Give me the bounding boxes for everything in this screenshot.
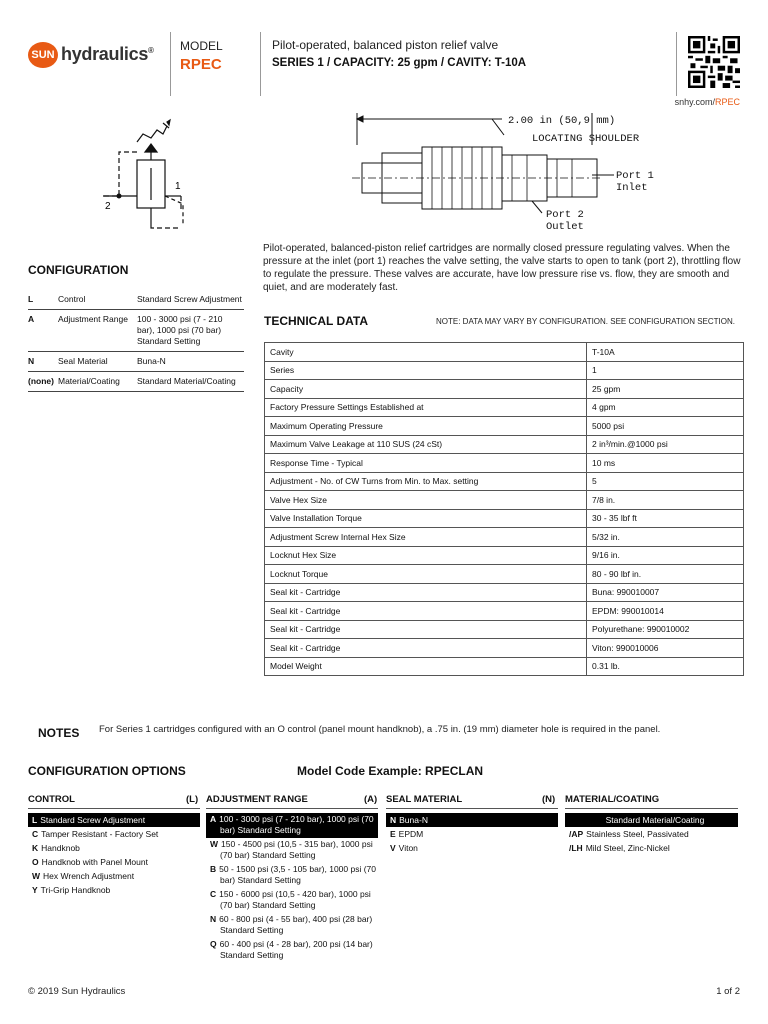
header-divider <box>170 32 171 96</box>
technical-value: EPDM: 990010014 <box>587 602 744 621</box>
table-row <box>265 583 744 602</box>
configuration-table <box>28 290 244 392</box>
technical-value: 4 gpm <box>587 398 744 417</box>
list-item[interactable] <box>386 813 558 827</box>
table-row <box>265 398 744 417</box>
cartridge-drawing <box>352 105 672 235</box>
table-row <box>265 565 744 584</box>
option-code: N <box>390 815 397 825</box>
list-item[interactable] <box>28 841 200 855</box>
option-text: Buna-N <box>399 815 428 825</box>
brand-logo <box>28 38 160 72</box>
option-text: 50 - 1500 psi (3,5 - 105 bar), 1000 psi (70 bar) Standard Setting <box>219 864 377 885</box>
configuration-title: CONFIGURATION <box>28 263 129 277</box>
model-value: RPEC <box>180 56 222 73</box>
port-2-outlet-label: Outlet <box>546 221 584 233</box>
technical-value: 9/16 in. <box>587 546 744 565</box>
option-text: Standard Material/Coating <box>605 815 705 825</box>
notes-text: For Series 1 cartridges configured with an O control (panel mount handknob), a .75 in. (19 mm) diameter hole is required in the panel. <box>99 724 661 735</box>
list-item[interactable] <box>28 827 200 841</box>
material-coating-options-list <box>565 813 738 855</box>
relief-valve-symbol <box>95 112 205 240</box>
table-row <box>265 491 744 510</box>
table-row: (none) Material/Coating Standard Material/Coating <box>28 372 244 392</box>
table-row <box>265 620 744 639</box>
page-subtitle: SERIES 1 / CAPACITY: 25 gpm / CAVITY: T-10A <box>272 57 527 69</box>
list-item[interactable] <box>206 913 378 938</box>
option-code: /AP <box>569 829 584 839</box>
sun-logo-mark: SUN <box>28 42 58 68</box>
option-code: A <box>210 814 217 824</box>
option-text: Stainless Steel, Passivated <box>586 829 689 839</box>
technical-value: 5000 psi <box>587 417 744 436</box>
product-description: Pilot-operated, balanced-piston relief cartridges are normally closed pressure regulating valves. When the pressure at the inlet (port 1) reaches the valve setting, the valve starts to open to tank (port 2), throttling flow to regulate the pressure. These valves are accurate, have low pressure rise vs. flow, they are smooth and quiet, and are moderately fast. <box>263 243 741 293</box>
table-row <box>265 361 744 380</box>
technical-param: Capacity <box>265 380 587 399</box>
option-code: C <box>32 829 39 839</box>
list-item[interactable] <box>565 813 738 827</box>
technical-param: Adjustment - No. of CW Turns from Min. to Max. setting <box>265 472 587 491</box>
option-code: /LH <box>569 843 583 853</box>
list-item[interactable] <box>206 888 378 913</box>
technical-value: 5 <box>587 472 744 491</box>
option-code: O <box>32 857 39 867</box>
dimension-label: 2.00 in (50,9 mm) <box>508 115 616 127</box>
page-title: Pilot-operated, balanced piston relief valve <box>272 38 499 52</box>
option-code: C <box>210 889 217 899</box>
option-code: Y <box>32 885 38 895</box>
option-text: Tamper Resistant - Factory Set <box>41 829 159 839</box>
header-divider <box>260 32 261 96</box>
table-row <box>265 454 744 473</box>
seal-material-header: SEAL MATERIAL <box>386 794 463 805</box>
technical-param: Seal kit - Cartridge <box>265 639 587 658</box>
adjustment-range-default-code: (A) <box>364 794 378 805</box>
divider <box>206 808 378 809</box>
table-row <box>265 602 744 621</box>
technical-data-table <box>264 342 744 676</box>
technical-param: Maximum Operating Pressure <box>265 417 587 436</box>
option-text: EPDM <box>398 829 424 839</box>
divider <box>565 808 738 809</box>
control-header: CONTROL <box>28 794 75 805</box>
configuration-options-title: CONFIGURATION OPTIONS <box>28 764 186 778</box>
technical-data-note: NOTE: DATA MAY VARY BY CONFIGURATION. SEE CONFIGURATION SECTION. <box>436 317 736 326</box>
technical-param: Seal kit - Cartridge <box>265 583 587 602</box>
option-text: Mild Steel, Zinc-Nickel <box>585 843 670 853</box>
list-item[interactable] <box>206 938 378 963</box>
schematic-port-1: 1 <box>175 181 181 192</box>
technical-value: 2 in³/min.@1000 psi <box>587 435 744 454</box>
qr-code-icon[interactable] <box>688 36 740 88</box>
technical-value: Polyurethane: 990010002 <box>587 620 744 639</box>
table-row: L Control Standard Screw Adjustment <box>28 290 244 310</box>
option-code: K <box>32 843 39 853</box>
list-item[interactable] <box>386 841 558 855</box>
option-code: L <box>32 815 38 825</box>
technical-value: Viton: 990010006 <box>587 639 744 658</box>
option-text: Viton <box>398 843 418 853</box>
option-code: W <box>210 839 219 849</box>
technical-param: Seal kit - Cartridge <box>265 602 587 621</box>
option-text: 150 - 6000 psi (10,5 - 420 bar), 1000 psi (70 bar) Standard Setting <box>219 889 371 910</box>
technical-value: 80 - 90 lbf in. <box>587 565 744 584</box>
technical-value: 0.31 lb. <box>587 657 744 676</box>
technical-value: 30 - 35 lbf ft <box>587 509 744 528</box>
option-text: Hex Wrench Adjustment <box>43 871 135 881</box>
list-item[interactable] <box>206 863 378 888</box>
technical-value: 25 gpm <box>587 380 744 399</box>
option-text: 60 - 400 psi (4 - 28 bar), 200 psi (14 bar) Standard Setting <box>219 939 373 960</box>
list-item[interactable] <box>206 838 378 863</box>
option-text: Tri-Grip Handknob <box>40 885 111 895</box>
technical-value: Buna: 990010007 <box>587 583 744 602</box>
technical-param: Factory Pressure Settings Established at <box>265 398 587 417</box>
technical-param: Response Time - Typical <box>265 454 587 473</box>
option-code: E <box>390 829 396 839</box>
technical-value: 5/32 in. <box>587 528 744 547</box>
material-coating-header: MATERIAL/COATING <box>565 794 660 805</box>
technical-value: 7/8 in. <box>587 491 744 510</box>
seal-material-options-list <box>386 813 558 855</box>
port-2-label: Port 2 <box>546 209 584 221</box>
list-item[interactable] <box>28 869 200 883</box>
table-row <box>265 657 744 676</box>
list-item[interactable] <box>28 813 200 827</box>
list-item[interactable] <box>28 883 200 897</box>
divider <box>28 808 200 809</box>
technical-param: Locknut Hex Size <box>265 546 587 565</box>
technical-value: T-10A <box>587 343 744 362</box>
technical-param: Maximum Valve Leakage at 110 SUS (24 cSt) <box>265 435 587 454</box>
option-text: Handknob <box>41 843 80 853</box>
header-divider <box>676 32 677 96</box>
list-item[interactable] <box>565 841 738 855</box>
control-options-list <box>28 813 200 897</box>
table-row <box>265 435 744 454</box>
option-code: W <box>32 871 41 881</box>
adjustment-range-options-list <box>206 813 378 963</box>
technical-value: 1 <box>587 361 744 380</box>
port-1-inlet-label: Inlet <box>616 182 648 194</box>
table-row <box>265 417 744 436</box>
list-item[interactable] <box>206 813 378 838</box>
option-text: Handknob with Panel Mount <box>41 857 148 867</box>
schematic-port-2: 2 <box>105 201 111 212</box>
technical-param: Adjustment Screw Internal Hex Size <box>265 528 587 547</box>
technical-param: Model Weight <box>265 657 587 676</box>
adjustment-range-header: ADJUSTMENT RANGE <box>206 794 308 805</box>
locating-shoulder-label: LOCATING SHOULDER <box>532 133 640 145</box>
list-item[interactable] <box>386 827 558 841</box>
technical-param: Valve Installation Torque <box>265 509 587 528</box>
control-default-code: (L) <box>186 794 199 805</box>
technical-param: Seal kit - Cartridge <box>265 620 587 639</box>
option-code: N <box>210 914 217 924</box>
table-row: N Seal Material Buna-N <box>28 352 244 372</box>
notes-title: NOTES <box>38 726 80 740</box>
technical-param: Cavity <box>265 343 587 362</box>
page-number: 1 of 2 <box>716 986 740 997</box>
table-row <box>265 528 744 547</box>
model-code-example: Model Code Example: RPECLAN <box>297 764 484 778</box>
divider <box>386 808 558 809</box>
copyright: © 2019 Sun Hydraulics <box>28 986 126 997</box>
technical-param: Valve Hex Size <box>265 491 587 510</box>
seal-material-default-code: (N) <box>542 794 556 805</box>
product-url[interactable]: snhy.com/RPEC <box>674 97 740 107</box>
table-row <box>265 380 744 399</box>
table-row <box>265 639 744 658</box>
option-text: 150 - 4500 psi (10,5 - 315 bar), 1000 psi (70 bar) Standard Setting <box>220 839 373 860</box>
option-text: Standard Screw Adjustment <box>40 815 146 825</box>
option-text: 100 - 3000 psi (7 - 210 bar), 1000 psi (70 bar) Standard Setting <box>219 814 374 835</box>
table-row: A Adjustment Range 100 - 3000 psi (7 - 210 bar), 1000 psi (70 bar) Standard Setting <box>28 310 244 352</box>
list-item[interactable] <box>28 855 200 869</box>
table-row <box>265 509 744 528</box>
technical-data-title: TECHNICAL DATA <box>264 314 368 328</box>
option-text: 60 - 800 psi (4 - 55 bar), 400 psi (28 bar) Standard Setting <box>219 914 373 935</box>
option-code: V <box>390 843 396 853</box>
technical-param: Locknut Torque <box>265 565 587 584</box>
technical-param: Series <box>265 361 587 380</box>
model-label: MODEL <box>180 39 223 53</box>
technical-value: 10 ms <box>587 454 744 473</box>
option-code: B <box>210 864 217 874</box>
table-row <box>265 343 744 362</box>
port-1-label: Port 1 <box>616 170 654 182</box>
table-row <box>265 546 744 565</box>
list-item[interactable] <box>565 827 738 841</box>
table-row <box>265 472 744 491</box>
option-code: Q <box>210 939 217 949</box>
brand-wordmark: hydraulics® <box>61 44 154 64</box>
